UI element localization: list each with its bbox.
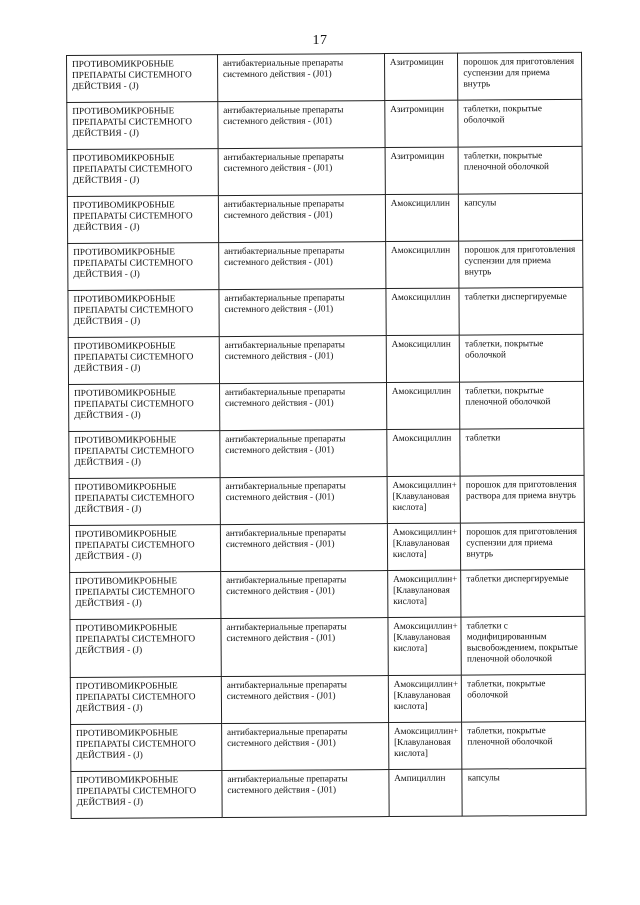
subgroup-cell: антибактериальные препараты системного действия - (J01) bbox=[220, 524, 387, 572]
substance-cell: Азитромицин bbox=[385, 100, 459, 147]
table-row bbox=[67, 193, 582, 243]
table-row bbox=[70, 616, 585, 677]
group-cell: ПРОТИВОМИКРОБНЫЕ ПРЕПАРАТЫ СИСТЕМНОГО ДЕЙСТВИЯ - (J) bbox=[70, 572, 221, 620]
table-row bbox=[70, 674, 585, 724]
subgroup-cell: антибактериальные препараты системного действия - (J01) bbox=[221, 676, 388, 724]
form-cell: порошок для приготовления суспензии для приема внутрь bbox=[461, 522, 585, 570]
group-cell: ПРОТИВОМИКРОБНЫЕ ПРЕПАРАТЫ СИСТЕМНОГО ДЕЙСТВИЯ - (J) bbox=[69, 384, 220, 432]
substance-cell: Амоксициллин bbox=[387, 429, 461, 476]
group-cell: ПРОТИВОМИКРОБНЫЕ ПРЕПАРАТЫ СИСТЕМНОГО ДЕЙСТВИЯ - (J) bbox=[67, 55, 218, 103]
form-cell: таблетки, покрытые оболочкой bbox=[458, 99, 582, 147]
substance-cell: Азитромицин bbox=[385, 147, 459, 194]
substance-cell: Амоксициллин bbox=[385, 241, 459, 288]
subgroup-cell: антибактериальные препараты системного действия - (J01) bbox=[218, 101, 385, 149]
group-cell: ПРОТИВОМИКРОБНЫЕ ПРЕПАРАТЫ СИСТЕМНОГО ДЕЙСТВИЯ - (J) bbox=[71, 724, 222, 772]
subgroup-cell: антибактериальные препараты системного действия - (J01) bbox=[221, 618, 388, 677]
table-row bbox=[69, 428, 584, 478]
form-cell: порошок для приготовления суспензии для приема внутрь bbox=[458, 52, 582, 100]
form-cell: таблетки с модифицированным высвобождением, покрытые пленочной оболочкой bbox=[461, 616, 585, 675]
table-row bbox=[67, 99, 582, 149]
table-row bbox=[70, 569, 585, 619]
subgroup-cell: антибактериальные препараты системного действия - (J01) bbox=[219, 383, 386, 431]
group-cell: ПРОТИВОМИКРОБНЫЕ ПРЕПАРАТЫ СИСТЕМНОГО ДЕЙСТВИЯ - (J) bbox=[68, 243, 219, 291]
group-cell: ПРОТИВОМИКРОБНЫЕ ПРЕПАРАТЫ СИСТЕМНОГО ДЕЙСТВИЯ - (J) bbox=[69, 431, 220, 479]
subgroup-cell: антибактериальные препараты системного действия - (J01) bbox=[218, 148, 385, 196]
table-row bbox=[67, 52, 582, 102]
group-cell: ПРОТИВОМИКРОБНЫЕ ПРЕПАРАТЫ СИСТЕМНОГО ДЕЙСТВИЯ - (J) bbox=[71, 771, 222, 819]
subgroup-cell: антибактериальные препараты системного действия - (J01) bbox=[219, 336, 386, 384]
subgroup-cell: антибактериальные препараты системного действия - (J01) bbox=[219, 242, 386, 290]
subgroup-cell: антибактериальные препараты системного действия - (J01) bbox=[218, 195, 385, 243]
table-row bbox=[68, 334, 583, 384]
form-cell: таблетки, покрытые оболочкой bbox=[462, 674, 586, 722]
group-cell: ПРОТИВОМИКРОБНЫЕ ПРЕПАРАТЫ СИСТЕМНОГО ДЕЙСТВИЯ - (J) bbox=[67, 149, 218, 197]
substance-cell: Амоксициллин+ [Клавулановая кислота] bbox=[388, 675, 462, 722]
subgroup-cell: антибактериальные препараты системного действия - (J01) bbox=[220, 477, 387, 525]
subgroup-cell: антибактериальные препараты системного действия - (J01) bbox=[221, 723, 388, 771]
form-cell: таблетки диспергируемые bbox=[461, 569, 585, 617]
form-cell: таблетки, покрытые пленочной оболочкой bbox=[460, 381, 584, 429]
form-cell: таблетки диспергируемые bbox=[459, 287, 583, 335]
form-cell: таблетки, покрытые пленочной оболочкой bbox=[462, 721, 586, 769]
group-cell: ПРОТИВОМИКРОБНЫЕ ПРЕПАРАТЫ СИСТЕМНОГО ДЕЙСТВИЯ - (J) bbox=[67, 102, 218, 150]
group-cell: ПРОТИВОМИКРОБНЫЕ ПРЕПАРАТЫ СИСТЕМНОГО ДЕЙСТВИЯ - (J) bbox=[68, 290, 219, 338]
group-cell: ПРОТИВОМИКРОБНЫЕ ПРЕПАРАТЫ СИСТЕМНОГО ДЕЙСТВИЯ - (J) bbox=[69, 525, 220, 573]
group-cell: ПРОТИВОМИКРОБНЫЕ ПРЕПАРАТЫ СИСТЕМНОГО ДЕЙСТВИЯ - (J) bbox=[70, 619, 221, 678]
form-cell: порошок для приготовления суспензии для приема внутрь bbox=[459, 240, 583, 288]
table-row bbox=[68, 287, 583, 337]
form-cell: порошок для приготовления раствора для приема внутрь bbox=[460, 475, 584, 523]
group-cell: ПРОТИВОМИКРОБНЫЕ ПРЕПАРАТЫ СИСТЕМНОГО ДЕЙСТВИЯ - (J) bbox=[68, 337, 219, 385]
table-row bbox=[67, 146, 582, 196]
subgroup-cell: антибактериальные препараты системного действия - (J01) bbox=[221, 571, 388, 619]
group-cell: ПРОТИВОМИКРОБНЫЕ ПРЕПАРАТЫ СИСТЕМНОГО ДЕЙСТВИЯ - (J) bbox=[67, 196, 218, 244]
group-cell: ПРОТИВОМИКРОБНЫЕ ПРЕПАРАТЫ СИСТЕМНОГО ДЕЙСТВИЯ - (J) bbox=[70, 677, 221, 725]
table-row bbox=[69, 381, 584, 431]
substance-cell: Амоксициллин+ [Клавулановая кислота] bbox=[387, 570, 461, 617]
table-row bbox=[71, 768, 586, 818]
substance-cell: Амоксициллин+ [Клавулановая кислота] bbox=[388, 722, 462, 769]
table-row bbox=[68, 240, 583, 290]
form-cell: капсулы bbox=[459, 193, 583, 241]
table-row bbox=[69, 522, 584, 572]
substance-cell: Амоксициллин+ [Клавулановая кислота] bbox=[388, 617, 462, 675]
subgroup-cell: антибактериальные препараты системного действия - (J01) bbox=[220, 430, 387, 478]
substance-cell: Амоксициллин bbox=[385, 194, 459, 241]
substance-cell: Амоксициллин bbox=[386, 382, 460, 429]
substance-cell: Амоксициллин bbox=[386, 288, 460, 335]
form-cell: таблетки bbox=[460, 428, 584, 476]
form-cell: таблетки, покрытые оболочкой bbox=[459, 334, 583, 382]
drug-table bbox=[66, 52, 587, 819]
drug-table-body bbox=[67, 52, 587, 818]
substance-cell: Амоксициллин bbox=[386, 335, 460, 382]
page-number: 17 bbox=[312, 33, 328, 48]
table-row bbox=[69, 475, 584, 525]
substance-cell: Амоксициллин+ [Клавулановая кислота] bbox=[387, 523, 461, 570]
substance-cell: Азитромицин bbox=[384, 53, 458, 100]
form-cell: таблетки, покрытые пленочной оболочкой bbox=[458, 146, 582, 194]
form-cell: капсулы bbox=[462, 768, 586, 816]
subgroup-cell: антибактериальные препараты системного действия - (J01) bbox=[217, 54, 384, 102]
substance-cell: Амоксициллин+ [Клавулановая кислота] bbox=[387, 476, 461, 523]
subgroup-cell: антибактериальные препараты системного действия - (J01) bbox=[219, 289, 386, 337]
table-row bbox=[71, 721, 586, 771]
substance-cell: Ампициллин bbox=[389, 769, 463, 816]
subgroup-cell: антибактериальные препараты системного действия - (J01) bbox=[222, 770, 389, 818]
group-cell: ПРОТИВОМИКРОБНЫЕ ПРЕПАРАТЫ СИСТЕМНОГО ДЕЙСТВИЯ - (J) bbox=[69, 478, 220, 526]
